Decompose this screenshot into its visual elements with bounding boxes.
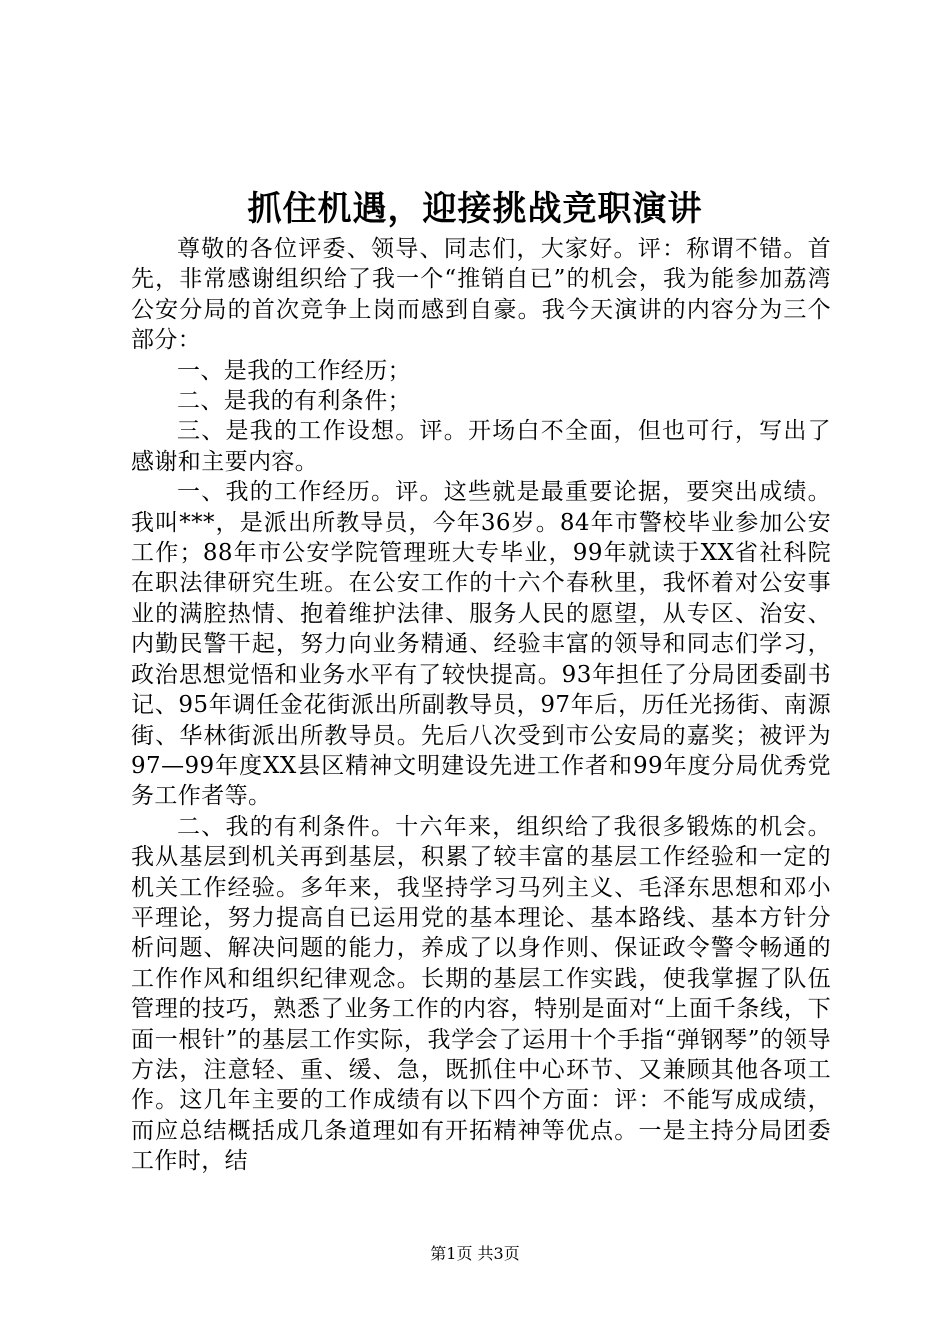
document-title: 抓住机遇，迎接挑战竞职演讲 <box>247 189 703 229</box>
paragraph-outline-2: 二、是我的有利条件； <box>177 388 411 415</box>
paragraph-advantages: 二、我的有利条件。十六年来，组织给了我很多锻炼的机会。我从基层到机关再到基层，积累了较丰富的基层工作经验和一定的机关工作经验。多年来，我坚持学习马列主义、毛泽东思想和邓小平理论，努力提高自已运用党的基本理论、基本路线、基本方针分析问题、解决问题的能力，养成了以身作则、保证政令警令畅通的工作作风和组织纪律观念。长期的基层工作实践，使我掌握了队伍管理的技巧，熟悉了业务工作的内容，特别是面对“上面千条线，下面一根针”的基层工作实际，我学会了运用十个手指“弹钢琴”的领导方法，注意轻、重、缓、急，既抓住中心环节、又兼顾其他各项工作。这几年主要的工作成绩有以下四个方面：评：不能写成成绩，而应总结概括成几条道理如有开拓精神等优点。一是主持分局团委工作时，结 <box>131 813 831 1175</box>
paragraph-greeting: 尊敬的各位评委、领导、同志们，大家好。评：称谓不错。首先，非常感谢组织给了我一个“推销自已”的机会，我为能参加荔湾公安分局的首次竞争上岗而感到自豪。我今天演讲的内容分为三个部分： <box>131 236 831 354</box>
paragraph-outline-3: 三、是我的工作设想。评。开场白不全面，但也可行，写出了感谢和主要内容。 <box>131 418 831 475</box>
paragraph-work-experience: 一、我的工作经历。评。这些就是最重要论据，要突出成绩。我叫***，是派出所教导员，今年36岁。84年市警校毕业参加公安工作；88年市公安学院管理班大专毕业，99年就读于XX省社科院在职法律研究生班。在公安工作的十六个春秋里，我怀着对公安事业的满腔热情、抱着维护法律、服务人民的愿望，从专区、治安、内勤民警干起，努力向业务精通、经验丰富的领导和同志们学习，政治思想觉悟和业务水平有了较快提高。93年担任了分局团委副书记、95年调任金花街派出所副教导员，97年后，历任光扬街、南源街、华林街派出所教导员。先后八次受到市公安局的嘉奖；被评为97—99年度XX县区精神文明建设先进工作者和99年度分局优秀党务工作者等。 <box>131 479 831 810</box>
paragraph-outline-1: 一、是我的工作经历； <box>177 357 411 384</box>
page-footer: 第1页 共3页 <box>430 1244 520 1263</box>
document-body <box>131 234 831 1177</box>
